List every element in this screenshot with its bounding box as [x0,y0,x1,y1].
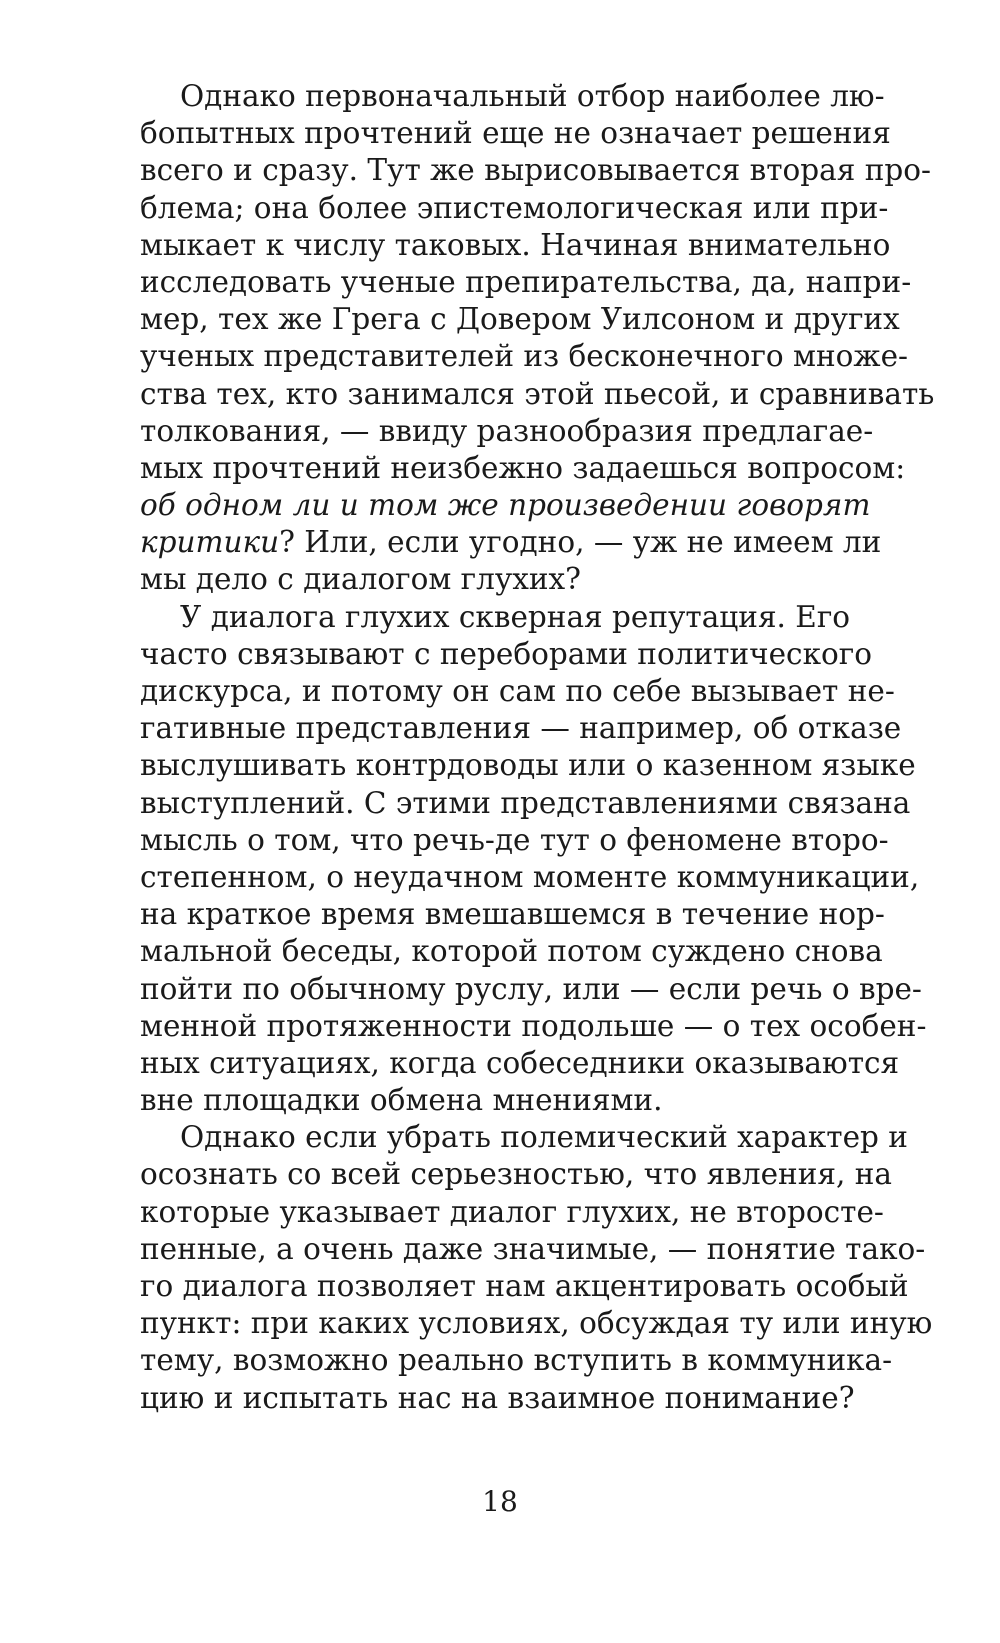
text-line: мы дело с диалогом глухих? [140,562,581,597]
text-line: Однако если убрать полемический характер и [180,1120,908,1155]
paragraph-3 [140,1119,933,1417]
text-line: мыкает к числу таковых. Начиная внимательно [140,227,891,262]
text-line: мых прочтений неизбежно задаешься вопросом: [140,450,906,485]
text-line: ных ситуациях, когда собеседники оказываются [140,1045,900,1080]
text-line: выслушивать контрдоводы или о казенном языке [140,748,916,783]
text-line: дискурса, и потому он сам по себе вызывает не- [140,674,895,708]
text-line: всего и сразу. Тут же вырисовывается вторая про- [140,153,932,188]
text-line: пункт: при каких условиях, обсуждая ту или иную [140,1306,933,1341]
text-line: гативные представления — например, об отказе [140,711,902,746]
text-line: блема; она более эпистемологическая или при- [140,190,889,225]
text-line: тему, возможно реально вступить в коммуника- [140,1343,893,1378]
italic-word: критики [140,525,280,560]
text-line: на краткое время вмешавшемся в течение нор- [140,897,885,932]
text-line: пойти по обычному руслу, или — если речь о вре- [140,971,922,1006]
page-number: 18 [482,1485,518,1518]
paragraph-2 [140,599,927,1120]
text-line: Однако первоначальный отбор наиболее лю- [180,79,885,113]
text-line: ства тех, кто занимался этой пьесой, и сравнивать [140,376,935,411]
text-line: мысль о том, что речь-де тут о феномене второ- [140,822,889,857]
text-line: толкования, — ввиду разнообразия предлагае- [140,413,874,448]
text-line: менной протяженности подольше — о тех особен- [140,1008,927,1043]
text-line: ученых представителей из бесконечного множе- [140,339,908,374]
text-line: степенном, о неудачном моменте коммуникации, [140,859,920,894]
text-line: го диалога позволяет нам акцентировать особый [140,1269,909,1303]
text-line: бопытных прочтений еще не означает решения [140,116,891,151]
book-page-text [140,78,935,1417]
text-line: осознать со всей серьезностью, что явления, на [140,1157,892,1192]
text-line: пенные, а очень даже значимые, — понятие тако- [140,1231,926,1266]
text-line: часто связывают с переборами политического [140,636,872,671]
paragraph-1 [140,78,935,599]
text-line: цию и испытать нас на взаимное понимание? [140,1380,855,1415]
text-line: мальной беседы, которой потом суждено снова [140,934,883,969]
text-run: ? Или, если угодно, — уж не имеем ли [279,525,882,560]
text-line: исследовать ученые препирательства, да, напри- [140,264,912,299]
text-line: вне площадки обмена мнениями. [140,1083,663,1118]
text-line: которые указывает диалог глухих, не второсте- [140,1194,884,1229]
text-line [140,524,882,561]
italic-text-line: об одном ли и том же произведении говорят [140,488,871,523]
text-line: мер, тех же Грега с Довером Уилсоном и других [140,302,900,337]
text-line: У диалога глухих скверная репутация. Его [180,599,851,634]
text-line: выступлений. С этими представлениями связана [140,785,911,820]
